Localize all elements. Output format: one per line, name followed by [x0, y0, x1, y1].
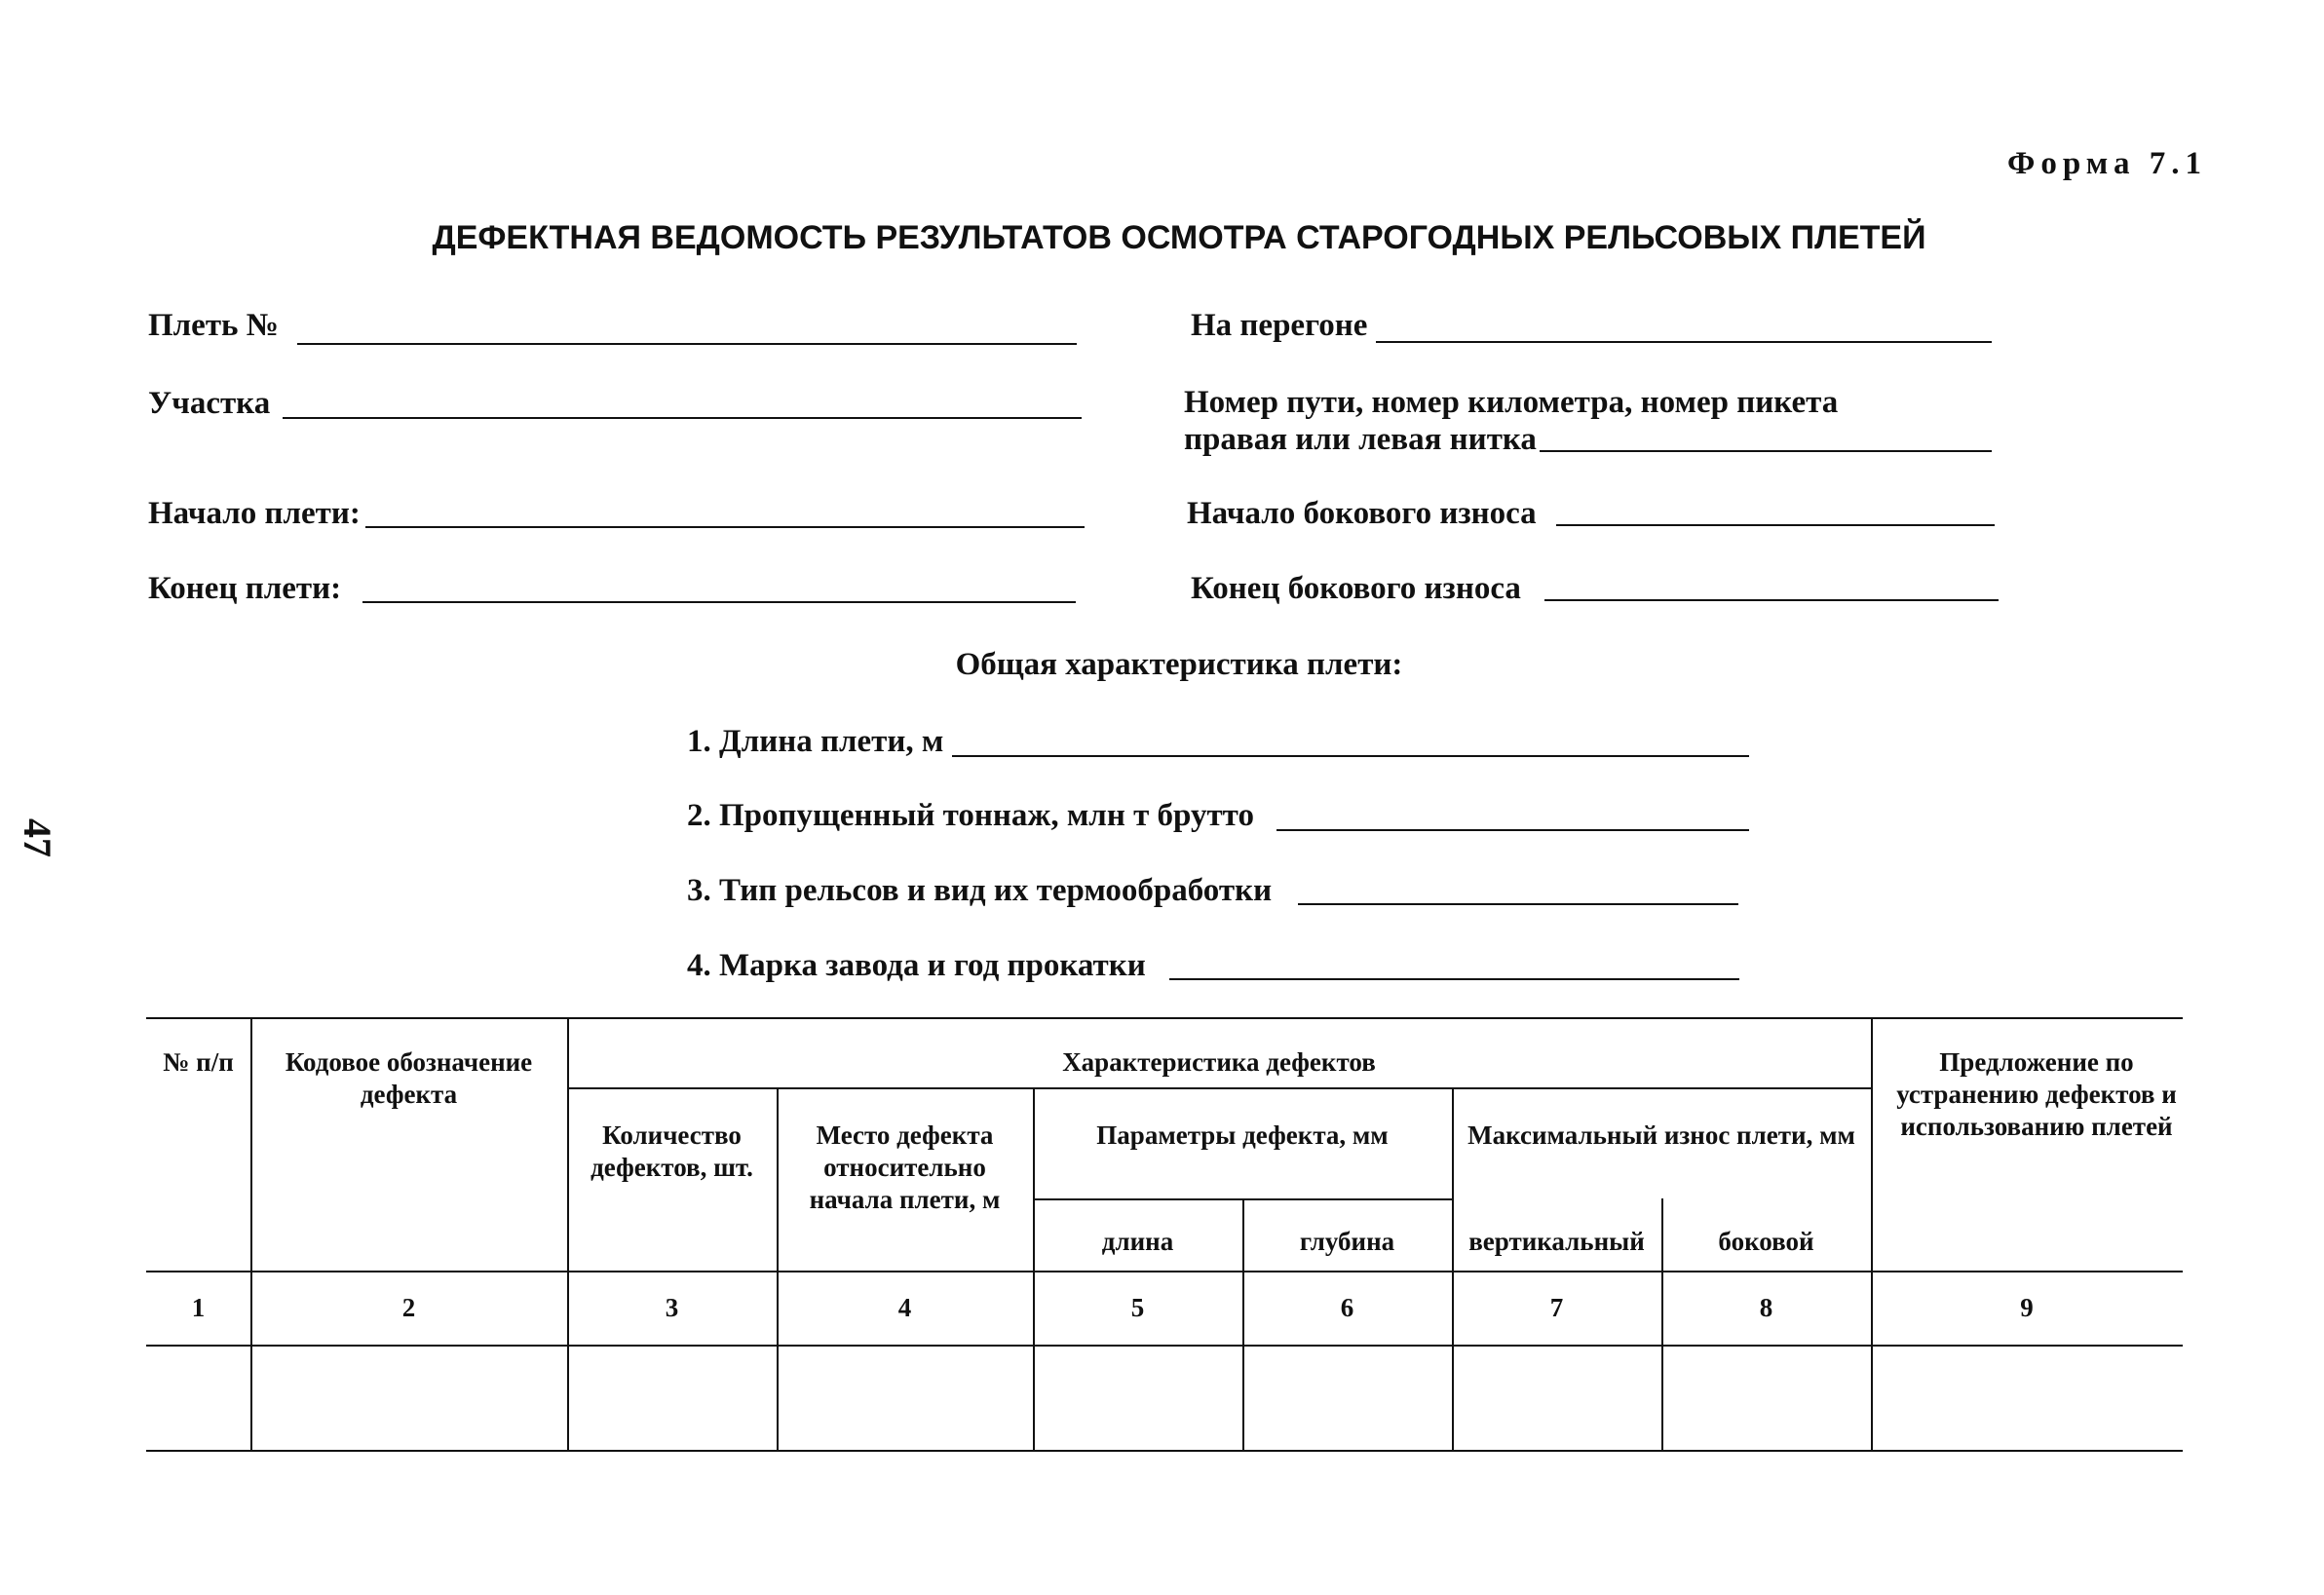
header-group-wear: Максимальный износ плети, мм — [1467, 1120, 1855, 1150]
col-number-4: 4 — [897, 1293, 912, 1322]
char-item-3-line[interactable] — [1298, 903, 1738, 905]
char-item-2-line[interactable] — [1276, 829, 1749, 831]
field-konets-iznosa-line[interactable] — [1544, 599, 1999, 601]
header-col-vertical: вертикальный — [1468, 1227, 1645, 1256]
col-number-7: 7 — [1549, 1293, 1564, 1322]
field-konets-pleti-line[interactable] — [362, 601, 1076, 603]
document-title: ДЕФЕКТНАЯ ВЕДОМОСТЬ РЕЗУЛЬТАТОВ ОСМОТРА СТАРОГОДНЫХ РЕЛЬСОВЫХ ПЛЕТЕЙ — [432, 219, 1926, 256]
col-number-2: 2 — [401, 1293, 416, 1322]
header-group-params: Параметры дефекта, мм — [1096, 1120, 1389, 1150]
field-konets-pleti-label: Конец плети: — [148, 571, 342, 606]
table-rule-header-bottom — [146, 1271, 2183, 1272]
field-plet-no — [148, 307, 279, 344]
field-nomer-puti-line2 — [1184, 421, 1537, 458]
table-rule-group — [567, 1087, 1871, 1089]
header-group-defects: Характеристика дефектов — [1062, 1047, 1376, 1077]
field-konets-pleti — [148, 570, 341, 607]
table-rule-top — [146, 1017, 2183, 1019]
col-number-3: 3 — [665, 1293, 679, 1322]
col-number-9: 9 — [2020, 1293, 2034, 1322]
defects-table — [146, 1017, 2183, 1452]
char-item-3 — [687, 872, 1272, 909]
field-nachalo-pleti-label: Начало плети: — [148, 496, 361, 531]
header-col-count: Количество дефектов, шт. — [591, 1120, 753, 1182]
table-rule-bottom — [146, 1450, 2183, 1452]
field-na-peregone-label: На перегоне — [1191, 308, 1368, 343]
char-item-1-line[interactable] — [952, 755, 1749, 757]
header-col-proposal: Предложение по устранению дефектов и использованию плетей — [1896, 1047, 2177, 1141]
col-number-6: 6 — [1340, 1293, 1354, 1322]
char-item-2 — [687, 797, 1254, 834]
header-col-code: Кодовое обозначение дефекта — [285, 1047, 533, 1109]
char-item-2-label: 2. Пропущенный тоннаж, млн т брутто — [687, 798, 1254, 833]
field-nomer-puti-label-2: правая или левая нитка — [1184, 422, 1537, 457]
table-row[interactable] — [146, 1347, 2183, 1450]
header-col-place: Место дефекта относительно начала плети, м — [809, 1120, 1001, 1214]
field-nachalo-iznosa-line[interactable] — [1556, 524, 1995, 526]
field-uchastka-line[interactable] — [283, 417, 1082, 419]
char-item-4 — [687, 947, 1146, 984]
char-item-1-label: 1. Длина плети, м — [687, 724, 944, 759]
field-plet-no-label: Плеть № — [148, 308, 279, 343]
field-na-peregone-line[interactable] — [1376, 341, 1992, 343]
characteristics-heading: Общая характеристика плети: — [955, 647, 1403, 682]
field-nomer-puti-line[interactable] — [1540, 450, 1992, 452]
char-item-1 — [687, 723, 943, 760]
field-uchastka-label: Участка — [148, 386, 271, 421]
char-item-4-label: 4. Марка завода и год прокатки — [687, 948, 1146, 983]
field-na-peregone — [1191, 307, 1367, 344]
field-nomer-puti-label-1: Номер пути, номер километра, номер пикета — [1184, 385, 1839, 420]
field-plet-no-line[interactable] — [297, 343, 1077, 345]
field-nomer-puti-line1 — [1184, 384, 1838, 421]
header-col-side: боковой — [1718, 1227, 1814, 1256]
header-col-no: № п/п — [163, 1047, 234, 1077]
field-nachalo-pleti — [148, 495, 361, 532]
char-item-3-label: 3. Тип рельсов и вид их термообработки — [687, 873, 1273, 908]
header-col-length: длина — [1101, 1227, 1174, 1256]
header-col-depth: глубина — [1299, 1227, 1395, 1256]
char-item-4-line[interactable] — [1169, 978, 1739, 980]
col-number-1: 1 — [191, 1293, 206, 1322]
page-number: 47 — [16, 818, 59, 857]
field-nachalo-iznosa-label: Начало бокового износа — [1187, 496, 1537, 531]
col-number-5: 5 — [1130, 1293, 1145, 1322]
field-konets-iznosa — [1191, 570, 1521, 607]
form-number: Форма 7.1 — [2007, 146, 2207, 181]
field-nachalo-iznosa — [1187, 495, 1537, 532]
field-konets-iznosa-label: Конец бокового износа — [1191, 571, 1521, 606]
field-uchastka — [148, 385, 270, 422]
field-nachalo-pleti-line[interactable] — [365, 526, 1085, 528]
col-number-8: 8 — [1759, 1293, 1773, 1322]
